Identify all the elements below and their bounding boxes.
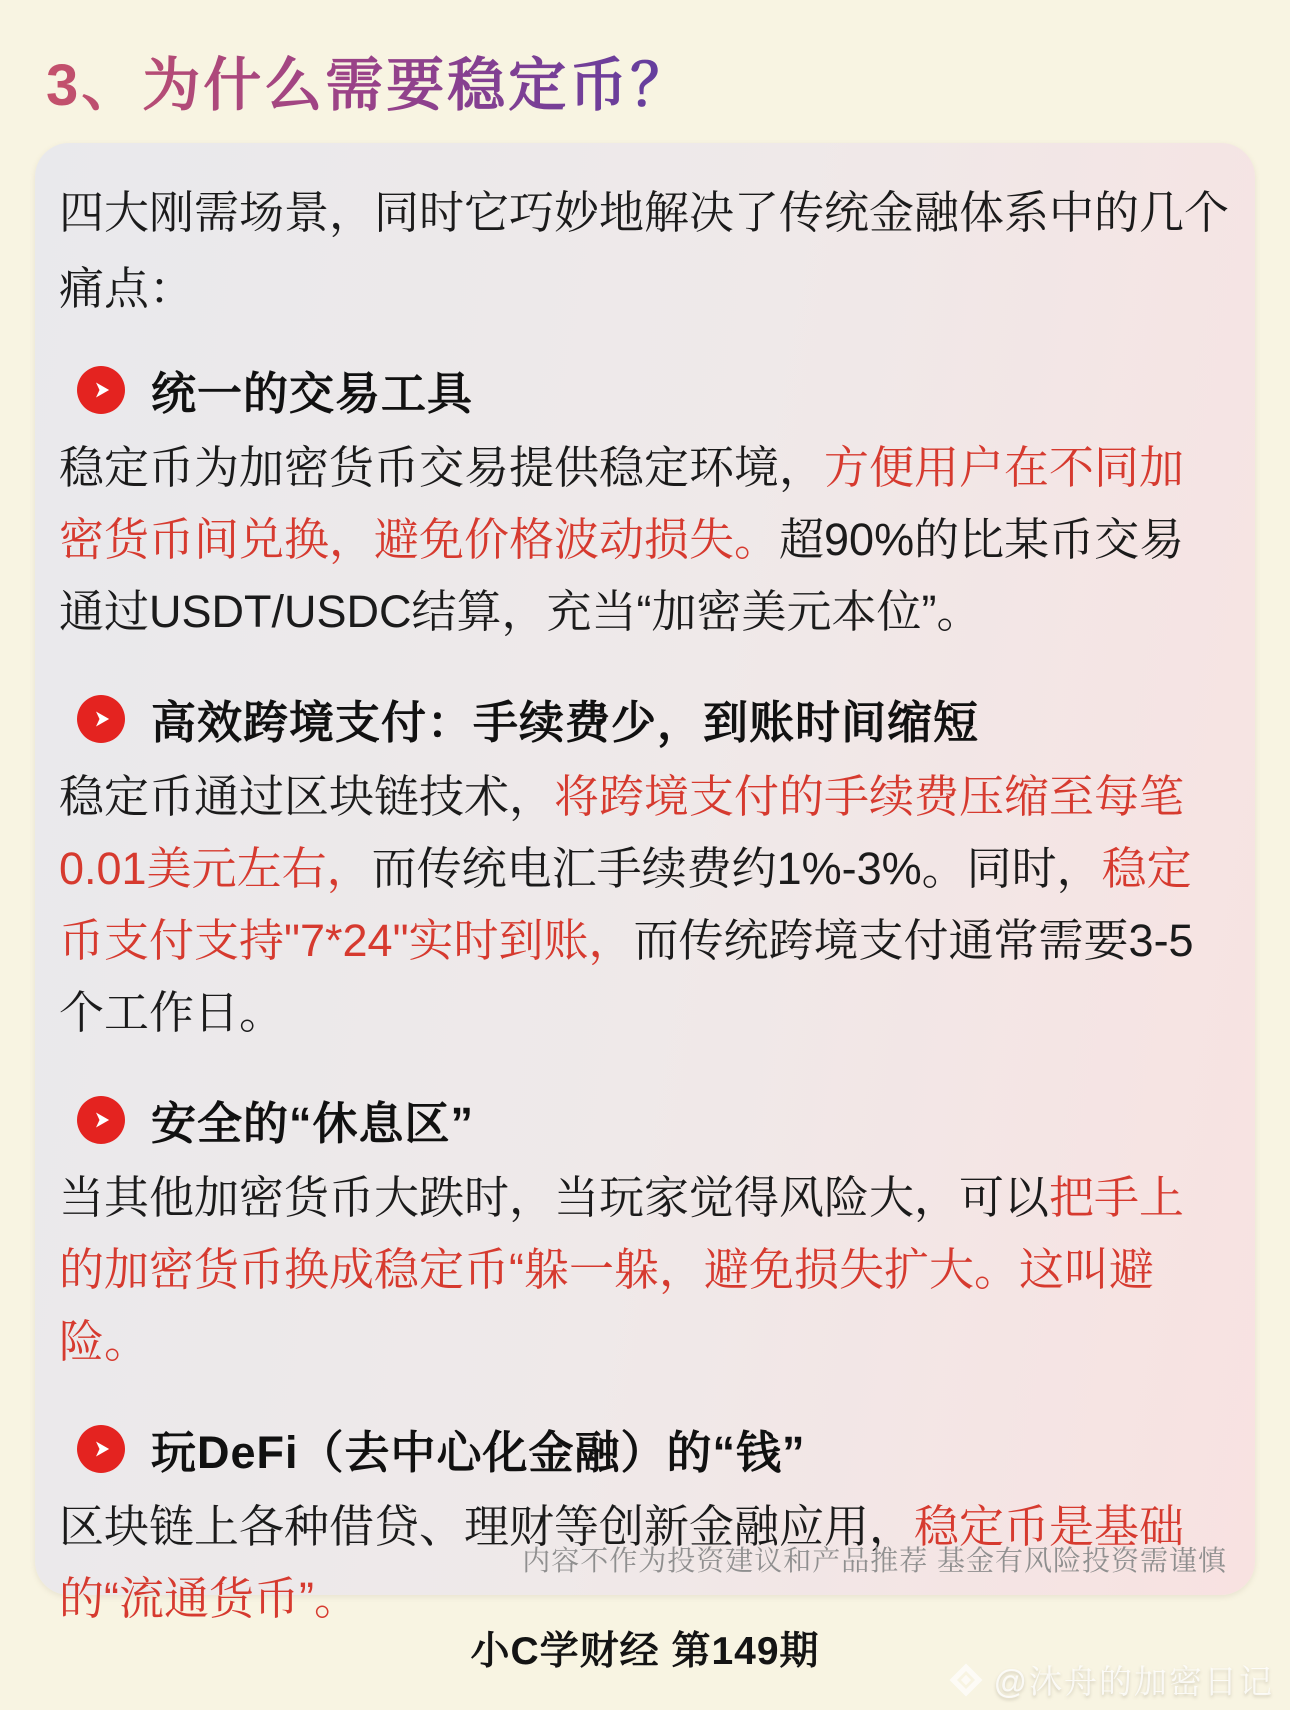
section-header bbox=[77, 686, 1229, 751]
content-section bbox=[59, 357, 1229, 648]
footer-caption: 小C学财经 第149期 bbox=[470, 1630, 820, 1673]
section-body bbox=[59, 1162, 1229, 1378]
section-header bbox=[77, 1416, 1229, 1481]
sections-container bbox=[59, 357, 1229, 1635]
section-body bbox=[59, 761, 1229, 1049]
section-header bbox=[77, 1087, 1229, 1152]
content-card bbox=[35, 143, 1255, 1624]
section-body bbox=[59, 432, 1229, 648]
intro-paragraph: 四大刚需场景，同时它巧妙地解决了传统金融体系中的几个痛点： bbox=[59, 187, 1230, 314]
page-title: 3、为什么需要稳定币？ bbox=[46, 38, 691, 122]
play-icon bbox=[77, 695, 125, 743]
play-icon bbox=[77, 1425, 125, 1473]
body-segment-highlight: 方便用户在不同加密货币间兑换，避免价格波动损失。 bbox=[59, 442, 1185, 565]
body-segment: 当其他加密货币大跌时，当玩家觉得风险大，可以 bbox=[59, 1172, 1050, 1223]
body-segment: 区块链上各种借贷、理财等创新金融应用， bbox=[59, 1501, 915, 1552]
content-section bbox=[59, 1087, 1229, 1378]
body-segment-highlight: 稳定币是基础的“流通货币”。 bbox=[59, 1501, 1185, 1624]
section-heading: 高效跨境支付：手续费少，到账时间缩短 bbox=[151, 697, 980, 748]
body-segment: 稳定币通过区块链技术， bbox=[59, 771, 555, 822]
play-icon bbox=[77, 1096, 125, 1144]
section-heading: 安全的“休息区” bbox=[151, 1098, 475, 1149]
disclaimer-text: 内容不作为投资建议和产品推荐 基金有风险投资需谨慎 bbox=[522, 1545, 1227, 1576]
body-segment: 而传统电汇手续费约1%-3%。同时， bbox=[371, 843, 1102, 894]
watermark-text: @沐舟的加密日记 bbox=[993, 1663, 1274, 1700]
section-heading: 统一的交易工具 bbox=[151, 368, 474, 419]
body-segment: 而传统跨境支付通常需要3-5个工作日。 bbox=[59, 915, 1194, 1038]
play-icon bbox=[77, 366, 125, 414]
section-header bbox=[77, 357, 1229, 422]
section-heading: 玩DeFi（去中心化金融）的“钱” bbox=[151, 1427, 806, 1478]
content-section bbox=[59, 686, 1229, 1049]
body-segment-highlight: 稳定币支付支持"7*24"实时到账， bbox=[59, 843, 1192, 966]
body-segment: 超90%的比某币交易通过USDT/USDC结算，充当“加密美元本位”。 bbox=[59, 514, 1185, 637]
binance-diamond-icon bbox=[948, 1662, 984, 1698]
watermark bbox=[948, 1656, 1275, 1703]
content-section bbox=[59, 1416, 1229, 1635]
body-segment: 稳定币为加密货币交易提供稳定环境， bbox=[59, 442, 825, 493]
body-segment-highlight: 将跨境支付的手续费压缩至每笔0.01美元左右， bbox=[59, 771, 1185, 894]
body-segment-highlight: 把手上的加密货币换成稳定币“躲一躲，避免损失扩大。这叫避险。 bbox=[59, 1172, 1185, 1367]
